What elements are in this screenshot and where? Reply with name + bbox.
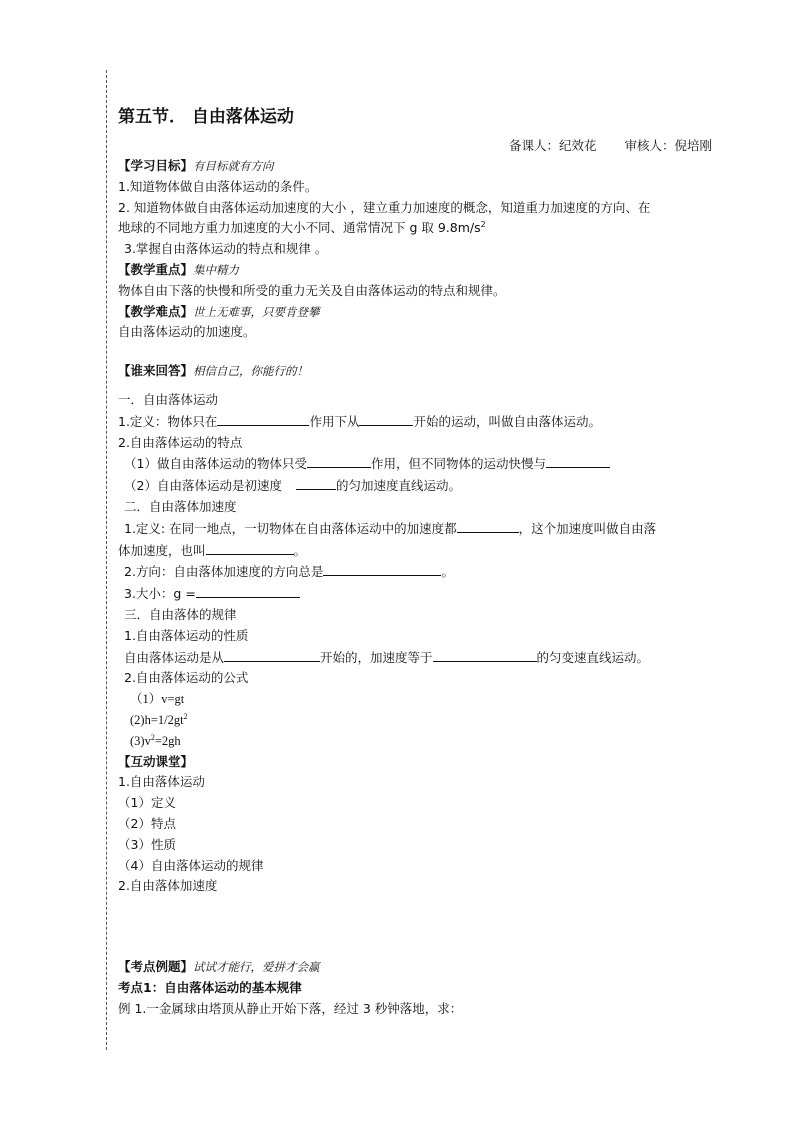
answer-motto: 相信自己，你能行的！	[193, 364, 309, 379]
s2-def-c: 体加速度，也叫	[118, 542, 206, 558]
s1-feat1-b: 作用，但不同物体的运动快慢与	[370, 456, 546, 472]
goal-item-2a: 2. 知道物体做自由落体运动加速度的大小 ，建立重力加速度的概念，知道重力加速度的方向、在	[118, 199, 651, 215]
formula-2-sup: 2	[183, 711, 188, 721]
goal-item-1: 1.知道物体做自由落体运动的条件。	[118, 178, 318, 194]
s2-dir-b: 。	[441, 564, 454, 580]
binding-line	[106, 70, 107, 1050]
blank-field[interactable]	[217, 411, 309, 426]
goal-item-2b-text: 地球的不同地方重力加速度的大小不同、通常情况下 g 取 9.8m/s	[118, 220, 481, 236]
s2-size	[118, 583, 718, 605]
s1-def-a: 1.定义：物体只在	[118, 413, 218, 429]
s1-feat2-b: 的匀加速度直线运动。	[335, 478, 461, 494]
s1-feat1-a: （1）做自由落体运动的物体只受	[124, 456, 307, 472]
preparer: 备课人：纪效花	[508, 138, 597, 153]
s1-def-b: 作用下从	[309, 413, 360, 429]
s2-def-a: 1.定义: 在同一地点，一切物体在自由落体运动中的加速度都	[124, 520, 457, 536]
blank-field[interactable]	[457, 518, 519, 533]
formula-3-sup: 2	[150, 732, 155, 742]
formula-1: （1）v=gt	[130, 692, 185, 707]
s2-def-b: ，这个加速度叫做自由落	[518, 520, 657, 536]
example-1: 例 1.一金属球由塔顶从静止开始下落，经过 3 秒钟落地，求：	[118, 1000, 463, 1016]
document-page	[118, 104, 718, 1019]
s1-definition	[118, 411, 718, 433]
goals-motto: 有目标就有方向	[193, 159, 274, 173]
difficulty-head: 【教学难点】	[118, 303, 194, 319]
s2-size-text: 3.大小：g =	[124, 586, 196, 602]
reviewer: 审核人：倪培刚	[624, 138, 712, 153]
goal-item-2b	[118, 218, 718, 239]
s1-title: 一．自由落体运动	[118, 391, 219, 407]
s3-nature-a: 自由落体运动是从	[124, 649, 225, 665]
s2-definition-b	[118, 540, 718, 562]
page-title: 第五节． 自由落体运动	[118, 107, 294, 127]
class-head: 【互动课堂】	[118, 753, 194, 769]
class-item-2: （1）定义	[118, 795, 176, 811]
s1-feat-2	[118, 475, 718, 497]
s3-title: 三．自由落体的规律	[124, 606, 237, 622]
formula-2-text: (2)h=1/2gt	[130, 712, 184, 727]
s2-dir-a: 2.方向：自由落体加速度的方向总是	[124, 564, 324, 580]
difficulty-text: 自由落体运动的加速度。	[118, 324, 256, 340]
goals-heading	[118, 156, 718, 177]
class-item-5: （4）自由落体运动的规律	[118, 857, 264, 873]
formula-2	[118, 710, 718, 731]
key-text: 物体自由下落的快慢和所受的重力无关及自由落体运动的特点和规律。	[118, 282, 506, 298]
answer-heading	[118, 361, 718, 382]
key-heading	[118, 260, 718, 281]
s3-nature-b: 开始的，加速度等于	[320, 649, 433, 665]
class-item-6: 2.自由落体加速度	[118, 878, 218, 894]
examples-head: 【考点例题】	[118, 959, 194, 975]
class-item-1: 1.自由落体运动	[118, 774, 205, 790]
blank-field[interactable]	[359, 411, 413, 426]
class-item-4: （3）性质	[118, 836, 176, 852]
blank-field[interactable]	[224, 647, 320, 662]
key-motto: 集中精力	[193, 262, 240, 277]
s3-nature-title: 1.自由落体运动的性质	[124, 627, 249, 643]
blank-field[interactable]	[196, 583, 300, 598]
examples-heading	[118, 957, 718, 978]
key-head: 【教学重点】	[118, 261, 194, 277]
s3-formula-title: 2.自由落体运动的公式	[124, 670, 249, 686]
examples-motto: 试试才能行，爱拼才会赢	[193, 960, 320, 975]
s2-def-d: 。	[293, 542, 307, 558]
blank-field[interactable]	[296, 475, 336, 490]
blank-field[interactable]	[206, 540, 294, 555]
s1-feat-title: 2.自由落体运动的特点	[118, 434, 243, 450]
goals-head: 【学习目标】	[118, 158, 194, 173]
s2-title: 二．自由落体加速度	[124, 498, 237, 514]
s2-definition-a	[118, 518, 718, 540]
class-item-3: （2）特点	[118, 815, 176, 831]
formula-3-a: (3)v	[130, 733, 151, 748]
blank-field[interactable]	[307, 453, 371, 468]
goal-item-2b-sup: 2	[480, 220, 486, 230]
blank-field[interactable]	[433, 647, 537, 662]
difficulty-heading	[118, 302, 718, 323]
s1-def-c: 开始的运动，叫做自由落体运动。	[413, 413, 601, 429]
answer-head: 【谁来回答】	[118, 363, 194, 379]
goal-item-3: 3.掌握自由落体运动的特点和规律 。	[124, 241, 328, 257]
s1-feat-1	[118, 453, 718, 475]
authors-line	[118, 136, 718, 156]
s3-nature-c: 的匀变速直线运动。	[536, 649, 650, 665]
kaodian-1: 考点1：自由落体运动的基本规律	[118, 979, 302, 995]
blank-field[interactable]	[323, 561, 441, 576]
formula-3-b: =2gh	[154, 733, 181, 748]
s2-direction	[118, 561, 718, 583]
s3-nature	[118, 647, 718, 669]
formula-3	[118, 731, 718, 752]
s1-feat2-a: （2）自由落体运动是初速度	[124, 478, 282, 494]
blank-field[interactable]	[546, 453, 610, 468]
difficulty-motto: 世上无难事，只要肯登攀	[193, 304, 320, 319]
